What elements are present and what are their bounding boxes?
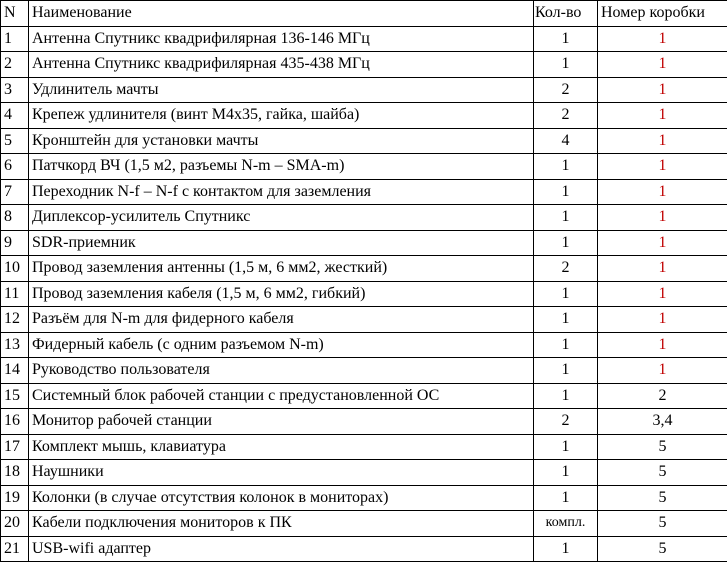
table-row xyxy=(1,511,727,537)
item-name: Руководство пользователя xyxy=(29,358,534,384)
item-quantity: 4 xyxy=(534,128,598,154)
row-number: 14 xyxy=(1,358,29,384)
item-quantity: 2 xyxy=(534,256,598,282)
row-number: 9 xyxy=(1,230,29,256)
row-number: 2 xyxy=(1,52,29,78)
table-row xyxy=(1,409,727,435)
item-quantity: 1 xyxy=(534,358,598,384)
table-row xyxy=(1,460,727,486)
box-number: 1 xyxy=(598,281,727,307)
table-row xyxy=(1,128,727,154)
table-row xyxy=(1,26,727,52)
row-number: 8 xyxy=(1,205,29,231)
table-row xyxy=(1,485,727,511)
header-name: Наименование xyxy=(29,1,534,27)
header-n: N xyxy=(1,1,29,27)
box-number: 1 xyxy=(598,154,727,180)
item-name: Переходник N-f – N-f с контактом для заземления xyxy=(29,179,534,205)
box-number: 1 xyxy=(598,230,727,256)
header-row xyxy=(1,1,727,27)
item-name: Диплексор-усилитель Спутникс xyxy=(29,205,534,231)
box-number: 5 xyxy=(598,434,727,460)
table-row xyxy=(1,434,727,460)
item-quantity: 2 xyxy=(534,409,598,435)
item-name: Антенна Спутникс квадрифилярная 136-146 МГц xyxy=(29,26,534,52)
item-name: Удлинитель мачты xyxy=(29,77,534,103)
box-number: 3,4 xyxy=(598,409,727,435)
box-number: 1 xyxy=(598,103,727,129)
item-quantity: 2 xyxy=(534,103,598,129)
header-box: Номер коробки xyxy=(598,1,727,27)
table-row xyxy=(1,307,727,333)
item-quantity: компл. xyxy=(534,511,598,537)
table-row xyxy=(1,383,727,409)
table-row xyxy=(1,179,727,205)
box-number: 1 xyxy=(598,128,727,154)
row-number: 5 xyxy=(1,128,29,154)
item-name: Комплект мышь, клавиатура xyxy=(29,434,534,460)
item-quantity: 1 xyxy=(534,52,598,78)
item-quantity: 1 xyxy=(534,332,598,358)
item-name: Кабели подключения мониторов к ПК xyxy=(29,511,534,537)
row-number: 16 xyxy=(1,409,29,435)
box-number: 1 xyxy=(598,26,727,52)
item-quantity: 1 xyxy=(534,26,598,52)
row-number: 1 xyxy=(1,26,29,52)
row-number: 6 xyxy=(1,154,29,180)
item-quantity: 1 xyxy=(534,485,598,511)
item-name: Кронштейн для установки мачты xyxy=(29,128,534,154)
table-row xyxy=(1,205,727,231)
item-quantity: 1 xyxy=(534,307,598,333)
row-number: 7 xyxy=(1,179,29,205)
table-row xyxy=(1,281,727,307)
item-name: Антенна Спутникс квадрифилярная 435-438 МГц xyxy=(29,52,534,78)
row-number: 10 xyxy=(1,256,29,282)
item-quantity: 1 xyxy=(534,536,598,562)
item-name: Наушники xyxy=(29,460,534,486)
item-name: Системный блок рабочей станции с предустановленной ОС xyxy=(29,383,534,409)
row-number: 3 xyxy=(1,77,29,103)
item-quantity: 1 xyxy=(534,434,598,460)
table-row xyxy=(1,52,727,78)
row-number: 15 xyxy=(1,383,29,409)
box-number: 1 xyxy=(598,52,727,78)
row-number: 21 xyxy=(1,536,29,562)
item-name: Колонки (в случае отсутствия колонок в мониторах) xyxy=(29,485,534,511)
row-number: 4 xyxy=(1,103,29,129)
table-row xyxy=(1,358,727,384)
box-number: 1 xyxy=(598,358,727,384)
item-name: Фидерный кабель (с одним разъемом N-m) xyxy=(29,332,534,358)
box-number: 2 xyxy=(598,383,727,409)
row-number: 17 xyxy=(1,434,29,460)
item-quantity: 2 xyxy=(534,77,598,103)
item-name: USB-wifi адаптер xyxy=(29,536,534,562)
item-quantity: 1 xyxy=(534,281,598,307)
row-number: 20 xyxy=(1,511,29,537)
row-number: 13 xyxy=(1,332,29,358)
item-name: Разъём для N-m для фидерного кабеля xyxy=(29,307,534,333)
item-quantity: 1 xyxy=(534,460,598,486)
table-row xyxy=(1,77,727,103)
table-row xyxy=(1,256,727,282)
row-number: 11 xyxy=(1,281,29,307)
item-quantity: 1 xyxy=(534,383,598,409)
box-number: 5 xyxy=(598,460,727,486)
box-number: 5 xyxy=(598,485,727,511)
row-number: 19 xyxy=(1,485,29,511)
item-name: Патчкорд ВЧ (1,5 м2, разъемы N-m – SMA-m) xyxy=(29,154,534,180)
box-number: 1 xyxy=(598,332,727,358)
box-number: 1 xyxy=(598,256,727,282)
row-number: 18 xyxy=(1,460,29,486)
row-number: 12 xyxy=(1,307,29,333)
box-number: 1 xyxy=(598,77,727,103)
table-row xyxy=(1,154,727,180)
box-number: 1 xyxy=(598,307,727,333)
table-row xyxy=(1,332,727,358)
item-name: Монитор рабочей станции xyxy=(29,409,534,435)
table-row xyxy=(1,536,727,562)
table-row xyxy=(1,103,727,129)
item-name: Крепеж удлинителя (винт М4х35, гайка, шайба) xyxy=(29,103,534,129)
item-quantity: 1 xyxy=(534,205,598,231)
box-number: 5 xyxy=(598,536,727,562)
box-number: 1 xyxy=(598,205,727,231)
box-number: 5 xyxy=(598,511,727,537)
item-name: SDR-приемник xyxy=(29,230,534,256)
item-name: Провод заземления антенны (1,5 м, 6 мм2, жесткий) xyxy=(29,256,534,282)
item-name: Провод заземления кабеля (1,5 м, 6 мм2, гибкий) xyxy=(29,281,534,307)
item-quantity: 1 xyxy=(534,154,598,180)
item-quantity: 1 xyxy=(534,230,598,256)
table-row xyxy=(1,230,727,256)
item-quantity: 1 xyxy=(534,179,598,205)
header-qty: Кол-во xyxy=(534,1,598,27)
box-number: 1 xyxy=(598,179,727,205)
